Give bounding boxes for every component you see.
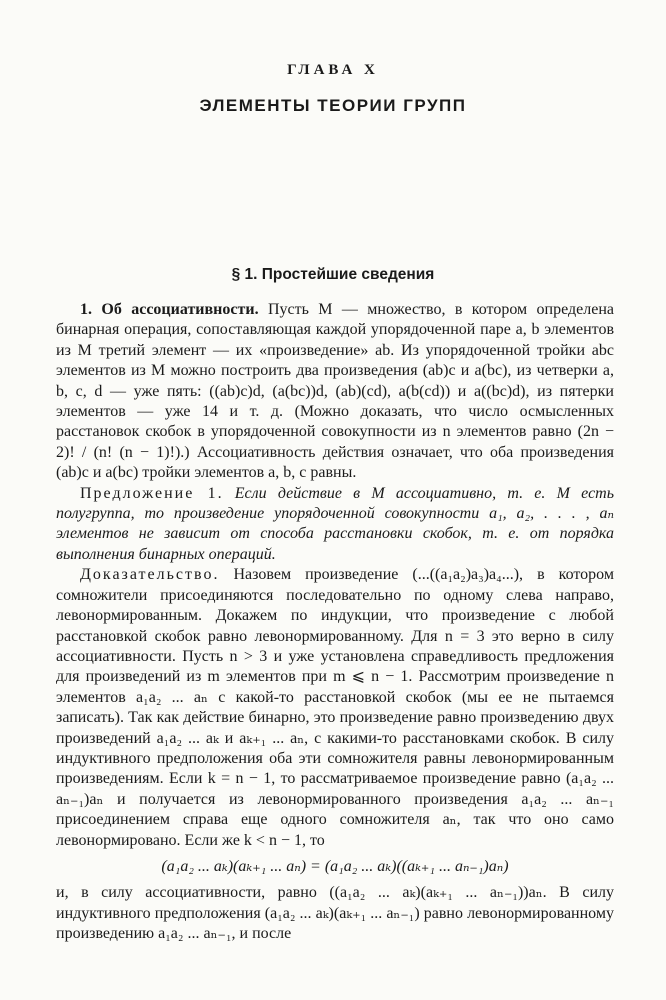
proposition (56, 484, 614, 566)
proposition-label: Предложение 1. (80, 484, 224, 502)
proposition-text: Если действие в M ассоциативно, т. е. M есть полугруппа, то произведение упорядоченной совокупности a₁, a₂, . . . , aₙ элементов не зависит от способа расстановки скобок, т. е. от порядка выполнения бинарных операций. (56, 484, 614, 563)
proof-continuation: и, в силу ассоциативности, равно ((a₁a₂ ... aₖ)(aₖ₊₁ ... aₙ₋₁))aₙ. В силу индуктивного предположения (a₁a₂ ... aₖ)(aₖ₊₁ ... aₙ₋₁) равно левонормированному произведению a₁a₂ ... aₙ₋₁, и после (56, 884, 614, 943)
chapter-title: ЭЛЕМЕНТЫ ТЕОРИИ ГРУПП (199, 96, 467, 115)
display-formula: (a₁a₂ ... aₖ)(aₖ₊₁ ... aₙ) = (a₁a₂ ... aₖ)((aₖ₊₁ ... aₙ₋₁)aₙ) (161, 857, 509, 875)
proof-text: Назовем произведение (...((a₁a₂)a₃)a₄...), в котором сомножители присоединяются последовательно по одному слева направо, левонормированным. Докажем по индукции, что произведение с любой расстановкой скобок равно левонормированному. Для n = 3 это верно в силу ассоциативности. Пусть n > 3 и уже установлена справедливость предложения для произведений из m элементов при m ⩽ n − 1. Рассмотрим произведение n элементов a₁a₂ ... aₙ с какой-то расстановкой скобок (мы ее не пытаемся записать). Так как действие бинарно, это произведение равно произведению двух произведений a₁a₂ ... aₖ и aₖ₊₁ ... aₙ, с какими-то расстановками скобок. В силу индуктивного предположения оба эти сомножителя равны левонормированным произведениям. Если k = n − 1, то рассматриваемое произведение равно (a₁a₂ ... aₙ₋₁)aₙ и получается из левонормированного произведения a₁a₂ ... aₙ₋₁ присоединением справа еще одного сомножителя aₙ, так что оно само левонормировано. Если же k < n − 1, то (56, 566, 615, 849)
paragraph-text: Пусть M — множество, в котором определена бинарная операция, сопоставляющая каждой упорядоченной паре a, b элементов из M третий элемент — их «произведение» ab. Из упорядоченной тройки abc элементов из M можно построить два произведения (ab)c и a(bc), из четверки a, b, c, d — уже пять: ((ab)c)d, (a(bc))d, (ab)(cd), a(b(cd)) и a((bc)d), из пятерки элементов — уже 14 и т. д. (Можно доказать, что число осмысленных расстановок скобок в упорядоченной совокупности из n элементов равно (2n − 2)! / (n! (n − 1)!).) Ассоциативность действия означает, что оба произведения (ab)c и a(bc) тройки элементов a, b, c равны. (56, 301, 614, 482)
body-text (56, 300, 614, 945)
section-heading: § 1. Простейшие сведения (231, 266, 435, 283)
proof (56, 565, 614, 851)
proof-label: Доказательство. (80, 566, 220, 584)
paragraph-heading: 1. Об ассоциативности. (80, 301, 259, 318)
chapter-number: ГЛАВА X (287, 62, 379, 78)
paragraph-associativity (56, 300, 614, 484)
